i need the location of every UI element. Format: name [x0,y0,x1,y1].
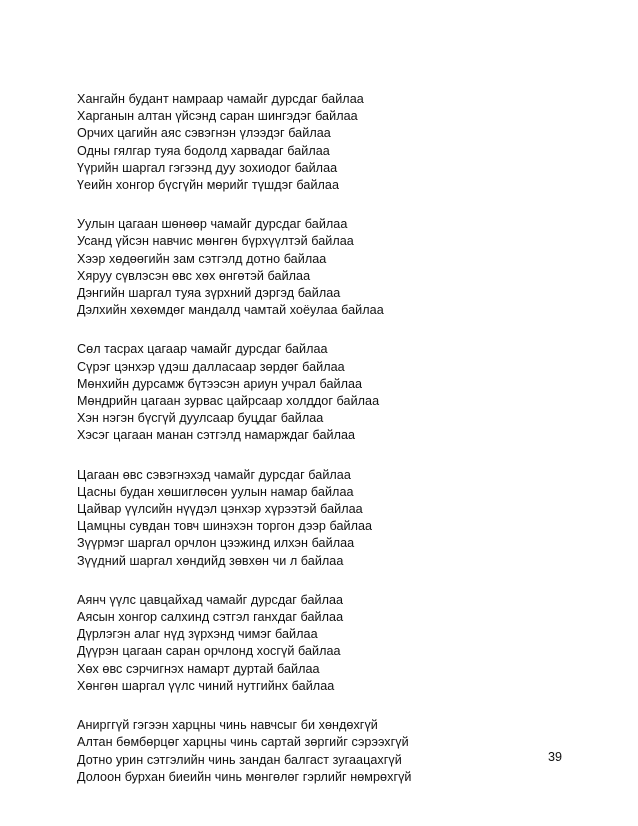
poem-line: Аясын хонгор салхинд сэтгэл ганхдаг байлаа [77,610,344,625]
stanza-1 [77,91,597,194]
poem-line: Долоон бурхан биеийн чинь мөнгөлөг гэрлийг нөмрөхгүй [77,769,412,784]
poem-line: Үүрийн шаргал гэгээнд дуу зохиодог байлаа [77,160,338,175]
poem-line: Хөх өвс сэрчигнэх намарт дуртай байлаа [77,661,320,676]
poem-line: Зүүрмэг шаргал орчлон цээжинд илхэн байлаа [77,536,355,551]
poem-line: Уулын цагаан шөнөөр чамайг дурсдаг байлаа [77,217,348,232]
stanza-6 [77,717,597,786]
poem-line: Харганын алтан үйсэнд саран шингэдэг байлаа [77,109,358,124]
poem-line: Хээр хөдөөгийн зам сэтгэлд дотно байлаа [77,251,327,266]
poem-line: Зүүдний шаргал хөндийд зөвхөн чи л байлаа [77,553,344,568]
poem-line: Анирггүй гэгээн харцны чинь навчсыг би хөндөхгүй [77,718,378,733]
stanza-3 [77,341,597,444]
poem-line: Хэсэг цагаан манан сэтгэлд намарждаг байлаа [77,428,356,443]
poem-line: Цайвар үүлсийн нүүдэл цэнхэр хүрээтэй байлаа [77,502,363,517]
stanza-2 [77,216,597,319]
poem-line: Хөнгөн шаргал үүлс чиний нутгийнх байлаа [77,678,335,693]
poem [77,91,597,808]
poem-line: Дотно урин сэтгэлийн чинь зандан балгаст зугаацахгүй [77,752,402,767]
stanza-5 [77,592,597,695]
poem-line: Мөнхийн дурсамж бүтээсэн ариун учрал байлаа [77,376,363,391]
poem-line: Алтан бөмбөрцөг харцны чинь сартай зөргийг сэрээхгүй [77,735,409,750]
poem-line: Хяруу сүвлэсэн өвс хөх өнгөтэй байлаа [77,268,311,283]
poem-line: Дүрлэгэн алаг нүд зүрхэнд чимэг байлаа [77,627,318,642]
poem-line: Орчих цагийн аяс сэвэгнэн үлээдэг байлаа [77,126,331,141]
poem-line: Дэлхийн хөхөмдөг мандалд чамтай хоёулаа байлаа [77,303,384,318]
poem-line: Дэнгийн шаргал туяа зүрхний дэргэд байлаа [77,286,341,301]
poem-line: Хэн нэгэн бүсгүй дуулсаар буцдаг байлаа [77,411,324,426]
poem-line: Сөл тасрах цагаар чамайг дурсдаг байлаа [77,342,328,357]
poem-line: Аянч үүлс цавцайхад чамайг дурсдаг байлаа [77,592,344,607]
poem-line: Усанд үйсэн навчис мөнгөн бүрхүүлтэй байлаа [77,234,354,249]
poem-line: Дүүрэн цагаан саран орчлонд хосгүй байлаа [77,644,341,659]
poem-line: Хангайн будант намраар чамайг дурсдаг байлаа [77,92,364,106]
poem-line: Сүрэг цэнхэр үдэш далласаар зөрдөг байлаа [77,359,345,374]
poem-line: Цагаан өвс сэвэгнэхэд чамайг дурсдаг байлаа [77,467,351,482]
poem-line: Одны гялгар туяа бодолд харвадаг байлаа [77,143,330,158]
poem-line: Мөндрийн цагаан зурвас цайрсаар холддог байлаа [77,394,380,409]
stanza-4 [77,467,597,570]
poem-line: Цасны будан хөшиглөсөн уулын намар байлаа [77,484,354,499]
poem-line: Үеийн хонгор бүсгүйн мөрийг түшдэг байлаа [77,178,340,193]
poem-line: Цамцны сувдан товч шинэхэн торгон дээр байлаа [77,519,373,534]
page-number: 39 [547,750,562,764]
